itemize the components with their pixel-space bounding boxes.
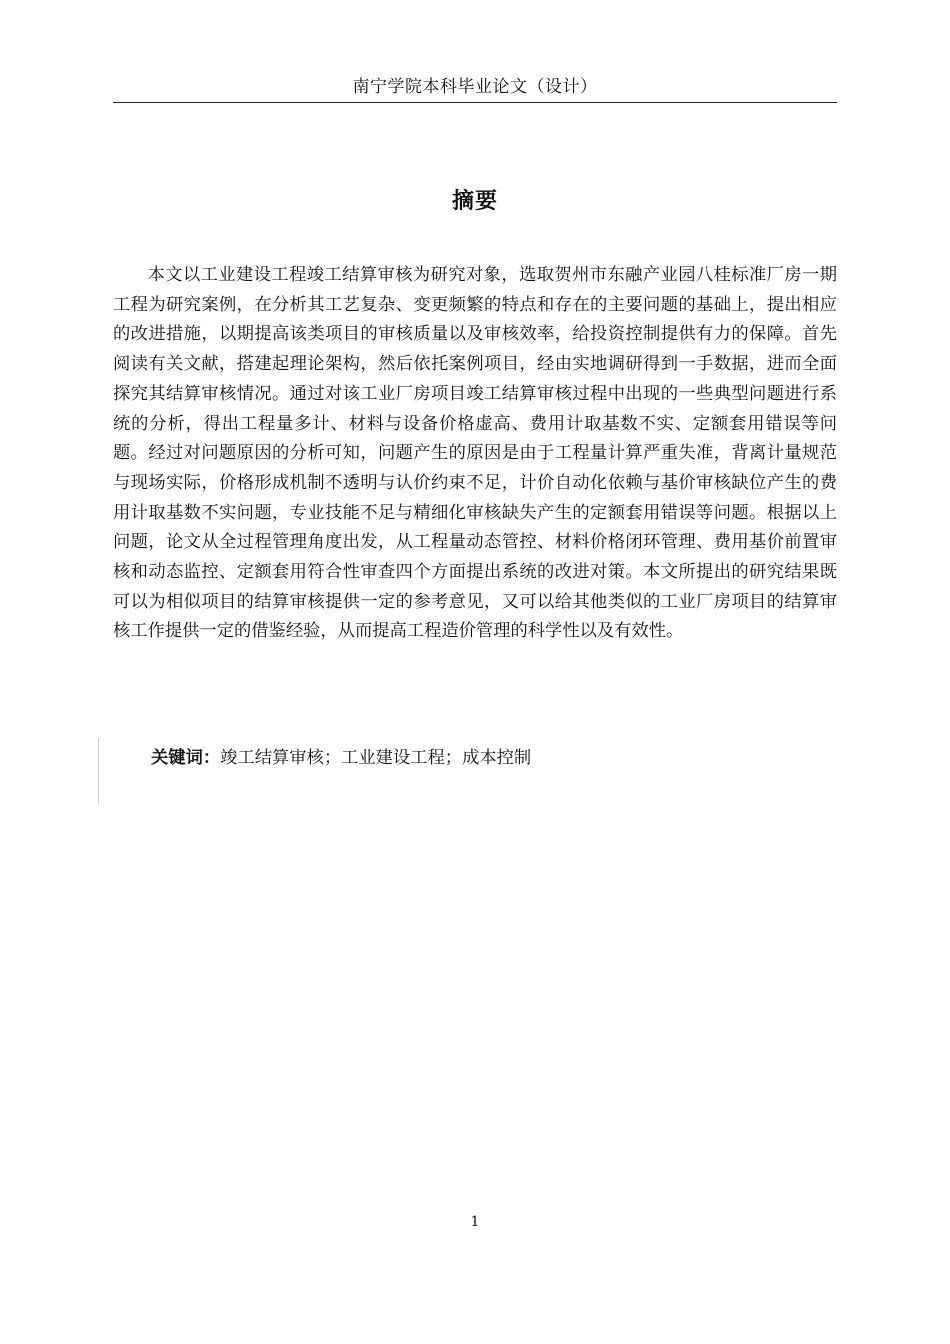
page-header-text: 南宁学院本科毕业论文（设计） <box>352 77 598 97</box>
keywords-label: 关键词： <box>151 748 221 768</box>
keywords-line <box>151 744 531 772</box>
abstract-body: 本文以工业建设工程竣工结算审核为研究对象，选取贺州市东融产业园八桂标准厂房一期工程为研究案例，在分析其工艺复杂、变更频繁的特点和存在的主要问题的基础上，提出相应的改进措施，以期提高该类项目的审核质量以及审核效率，给投资控制提供有力的保障。首先阅读有关文献，搭建起理论架构，然后依托案例项目，经由实地调研得到一手数据，进而全面探究其结算审核情况。通过对该工业厂房项目竣工结算审核过程中出现的一些典型问题进行系统的分析，得出工程量多计、材料与设备价格虚高、费用计取基数不实、定额套用错误等问题。经过对问题原因的分析可知，问题产生的原因是由于工程量计算严重失准，背离计量规范与现场实际，价格形成机制不透明与认价约束不足，计价自动化依赖与基价审核缺位产生的费用计取基数不实问题，专业技能不足与精细化审核缺失产生的定额套用错误等问题。根据以上问题，论文从全过程管理角度出发，从工程量动态管控、材料价格闭环管理、费用基价前置审核和动态监控、定额套用符合性审查四个方面提出系统的改进对策。本文所提出的研究结果既可以为相似项目的结算审核提供一定的参考意见，又可以给其他类似的工业厂房项目的结算审核工作提供一定的借鉴经验，从而提高工程造价管理的科学性以及有效性。 <box>113 265 837 642</box>
keywords-text: 竣工结算审核；工业建设工程；成本控制 <box>220 748 532 768</box>
margin-marker <box>98 738 99 804</box>
abstract-title: 摘要 <box>451 189 498 214</box>
page-header <box>113 74 837 103</box>
page-number: 1 <box>470 1214 480 1230</box>
